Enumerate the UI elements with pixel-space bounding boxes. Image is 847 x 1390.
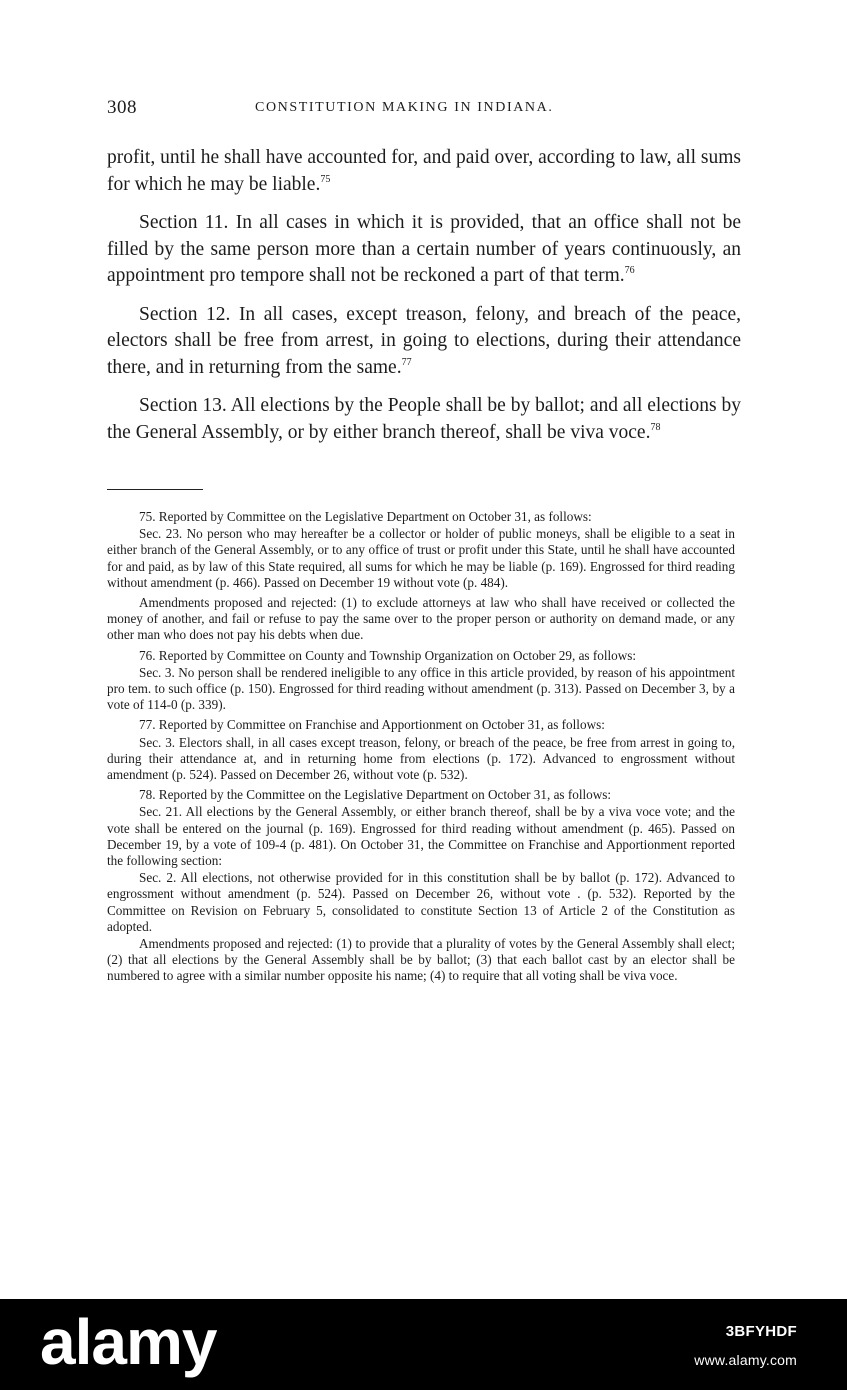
footnote-text: Amendments proposed and rejected: (1) to exclude attorneys at law who shall have received or collected the money of another, and fail or refuse to pay the same over to the proper person or authority on demand made, or any other man who does not pay his debts when due.	[107, 595, 735, 643]
footnote-ref: 77	[401, 356, 412, 368]
footnote-text: Amendments proposed and rejected: (1) to provide that a plurality of votes by the General Assembly shall elect; (2) that all elections by the General Assembly shall be by ballot; (3) that each ballot cast by an elector shall be numbered to agree with a similar number opposite his name; (4) to require that all voting shall be viva voce.	[107, 936, 735, 984]
footnote-ref: 76	[624, 265, 635, 276]
running-title: CONSTITUTION MAKING IN INDIANA.	[255, 100, 554, 115]
footnote-text: Sec. 23. No person who may hereafter be a collector or holder of public moneys, shall be eligible to a seat in either branch of the General Assembly, or to any office of trust or profit under this State, until he shall have accounted for and paid, as by law of this State required, all sums for which he may be liable (p. 169). Engrossed for third reading without amendment (p. 466). Passed on December 19 without vote (p. 484).	[107, 526, 735, 590]
paragraph-section-12: Section 12. In all cases, except treason, felony, and breach of the peace, electors shall be free from arrest, in going to elections, during their attendance there, and in returning from the same.$^{77}$	[107, 303, 741, 378]
main-text	[107, 145, 741, 458]
footnote-78: 78. Reported by the Committee on the Legislative Department on October 31, as follows:	[139, 787, 612, 803]
footnote-77: 77. Reported by Committee on Franchise and Apportionment on October 31, as follows:	[139, 717, 605, 733]
paragraph-section-11: Section 11. In all cases in which it is provided, that an office shall not be filled by the same person more than a certain number of years continuously, an appointment pro tempore shall not be reckoned a part of that term.$^{76}$	[107, 212, 741, 286]
page-number: 308	[107, 97, 137, 118]
paragraph: profit, until he shall have accounted for, and paid over, according to law, all sums for which he may be liable.$^{75}$	[107, 147, 741, 195]
footnote-ref: 78	[650, 421, 661, 433]
paragraph-section-13: Section 13. All elections by the People shall be by ballot; and all elections by the General Assembly, or by either branch thereof, shall be viva voce.$^{78}$	[107, 395, 741, 443]
footnote-text: Sec. 3. Electors shall, in all cases except treason, felony, or breach of the peace, be free from arrest in going to, during their attendance at, and in returning home from elections (p. 172). Advanced to engrossment without amendment (p. 524). Passed on December 26, without vote (p. 532).	[107, 734, 735, 783]
watermark-bar	[0, 1299, 847, 1390]
footnote-ref: 75	[320, 173, 331, 185]
footnote-75: 75. Reported by Committee on the Legislative Department on October 31, as follows:	[139, 509, 592, 524]
footnote-divider	[107, 489, 203, 490]
running-head	[107, 97, 741, 123]
footnote-text: Sec. 3. No person shall be rendered ineligible to any office in this article provided, by reason of his appointment pro tem. to such office (p. 150). Engrossed for third reading without amendment (p. 313). Passed on December 3, by a vote of 114-0 (p. 339).	[107, 664, 735, 713]
image-id: 3BFYHDF	[725, 1323, 797, 1340]
footnotes	[107, 509, 735, 985]
footnote-76: 76. Reported by Committee on County and Township Organization on October 29, as follows:	[139, 647, 637, 663]
alamy-logo: alamy	[40, 1306, 217, 1378]
site-url: www.alamy.com	[694, 1352, 797, 1368]
footnote-text: Sec. 2. All elections, not otherwise provided for in this constitution shall be by ballot (p. 172). Advanced to engrossment without amendment (p. 524). Passed on December 26, without vote . (p. 532). Reported by the Committee on Revision on February 5, consolidated to constitute Section 13 of Article 2 of the Constitution as adopted.	[107, 870, 735, 934]
footnote-text: Sec. 21. All elections by the General Assembly, or either branch thereof, shall be by a viva voce vote; and the vote shall be entered on the journal (p. 169). Engrossed for third reading without amendment (p. 465). Passed on December 19, by a vote of 109-4 (p. 481). On October 31, the Committee on Franchise and Apportionment reported the following section:	[107, 804, 735, 869]
